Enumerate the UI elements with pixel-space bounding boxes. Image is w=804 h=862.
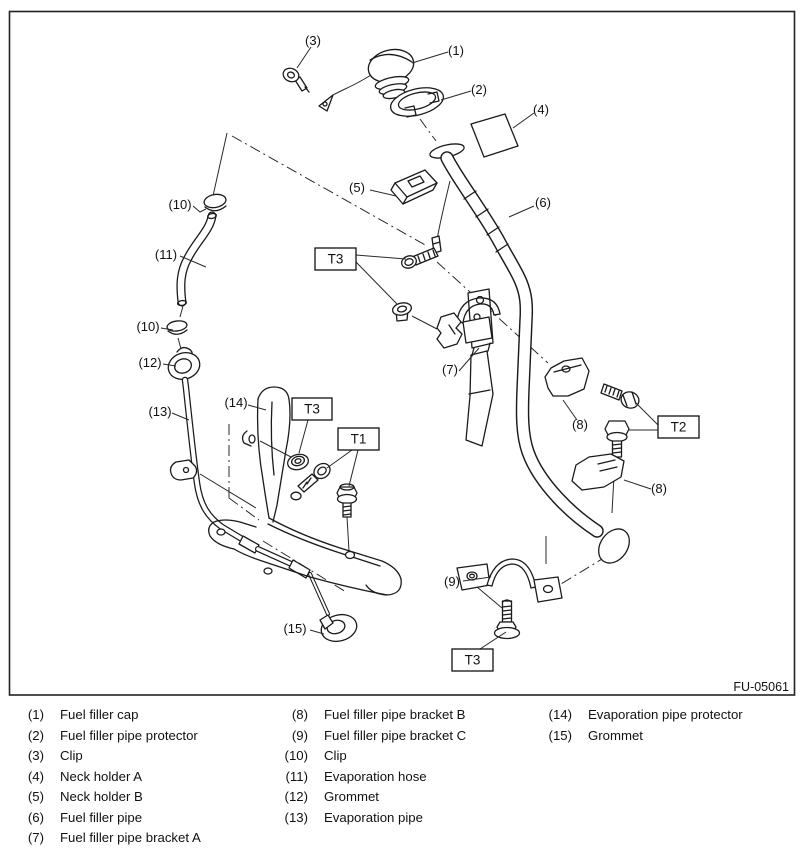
part-evaporation-hose	[177, 213, 216, 306]
legend-item-num: (7)	[27, 830, 44, 845]
part-bolt-t2-vertical	[605, 421, 629, 457]
legend-item-num: (9)	[291, 727, 308, 743]
legend-item-name: Neck holder B	[60, 789, 143, 804]
legend-item-num: (5)	[27, 789, 44, 804]
legend-item-name: Evaporation hose	[324, 768, 427, 784]
legend-item-name: Fuel filler pipe protector	[60, 727, 198, 743]
legend-item-num: (12)	[284, 789, 308, 804]
part-bolt-t1-vertical	[337, 484, 357, 517]
part-bolt-t2-diagonal	[601, 384, 641, 411]
legend-item-3	[10, 746, 201, 767]
torque-label-t1: T1	[350, 431, 367, 447]
legend-item-name: Fuel filler pipe bracket A	[60, 830, 201, 845]
callout-14: (14)	[224, 395, 248, 410]
part-clip-10-upper	[203, 193, 227, 211]
legend-item-num: (3)	[27, 748, 44, 763]
part-bracket-c	[457, 559, 562, 602]
legend-item-9	[274, 726, 466, 747]
legend-item-name: Grommet	[588, 727, 643, 743]
callout-8a: (8)	[572, 417, 588, 432]
callout-7: (7)	[442, 362, 458, 377]
callout-10a: (10)	[168, 197, 192, 212]
legend-item-10	[274, 746, 466, 767]
callout-10b: (10)	[136, 319, 160, 334]
legend-item-name: Evaporation pipe	[324, 809, 423, 825]
part-neck-holder-a	[471, 114, 518, 157]
callout-9: (9)	[444, 574, 460, 589]
callout-8b: (8)	[651, 481, 667, 496]
legend-item-8	[274, 705, 466, 726]
callout-3: (3)	[305, 33, 321, 48]
legend-item-num: (10)	[284, 748, 308, 763]
cap-tether	[333, 73, 374, 95]
legend-item-11	[274, 767, 466, 788]
part-neck-holder-b	[391, 170, 437, 204]
drawing-code: FU-05061	[733, 680, 789, 694]
legend-column-1	[10, 705, 201, 849]
leader-lines	[161, 47, 658, 649]
torque-label-t3-mid: T3	[304, 401, 320, 417]
part-nut-t3-mid	[286, 452, 310, 472]
legend-item-num: (11)	[285, 768, 308, 784]
part-pipe-hook-bracket	[171, 460, 197, 480]
legend-item-1	[10, 705, 201, 726]
callout-12: (12)	[138, 355, 162, 370]
legend-item-name: Fuel filler pipe bracket B	[324, 707, 466, 722]
legend-item-12	[274, 787, 466, 808]
legend-item-name: Clip	[324, 748, 347, 763]
part-callouts	[136, 33, 789, 694]
legend-item-num: (1)	[27, 707, 44, 722]
callout-2: (2)	[471, 82, 487, 97]
legend-item-6	[10, 808, 201, 829]
legend-item-num: (8)	[291, 707, 308, 722]
part-clip-3	[281, 66, 309, 92]
legend-item-num: (13)	[284, 809, 308, 825]
legend-item-num: (15)	[548, 727, 572, 743]
part-nut-t3-top	[391, 301, 412, 321]
legend-item-num: (4)	[27, 768, 44, 784]
legend-column-2	[274, 705, 466, 828]
part-bracket-b-lower	[572, 454, 624, 490]
legend-item-name: Grommet	[324, 789, 379, 804]
part-bolt-t3-bottom	[495, 600, 520, 639]
legend-item-name: Evaporation pipe protector	[588, 707, 743, 722]
legend-item-15	[538, 726, 743, 747]
callout-4: (4)	[533, 102, 549, 117]
torque-boxes	[292, 248, 699, 671]
callout-6: (6)	[535, 195, 551, 210]
torque-label-t3-bottom: T3	[464, 652, 481, 668]
legend-item-5	[10, 787, 201, 808]
torque-label-t2: T2	[670, 419, 687, 435]
legend-item-4	[10, 767, 201, 788]
torque-label-t3-top: T3	[327, 251, 344, 267]
part-bracket-b-upper	[545, 358, 589, 396]
legend-item-name: Fuel filler cap	[60, 707, 139, 722]
legend-item-num: (14)	[548, 707, 572, 722]
legend-item-name: Fuel filler pipe bracket C	[324, 727, 467, 743]
callout-5: (5)	[349, 180, 365, 195]
legend-item-2	[10, 726, 201, 747]
legend-item-num: (2)	[27, 727, 44, 743]
callout-15: (15)	[283, 621, 307, 636]
part-bracket-a	[457, 289, 500, 446]
legend-column-3	[538, 705, 743, 746]
legend-item-name: Fuel filler pipe	[60, 809, 143, 825]
legend-item-13	[274, 808, 466, 829]
legend-item-name: Neck holder A	[60, 768, 143, 784]
callout-13: (13)	[148, 404, 172, 419]
callout-11: (11)	[154, 247, 178, 262]
part-clip-10-lower	[166, 320, 187, 335]
legend-item-14	[538, 705, 743, 726]
part-grommet-15	[318, 611, 360, 645]
callout-1: (1)	[448, 43, 464, 58]
legend-item-num: (6)	[27, 809, 44, 825]
legend-item-name: Clip	[60, 748, 83, 763]
part-fuel-filler-pipe	[429, 141, 636, 569]
legend-item-7	[10, 828, 201, 849]
